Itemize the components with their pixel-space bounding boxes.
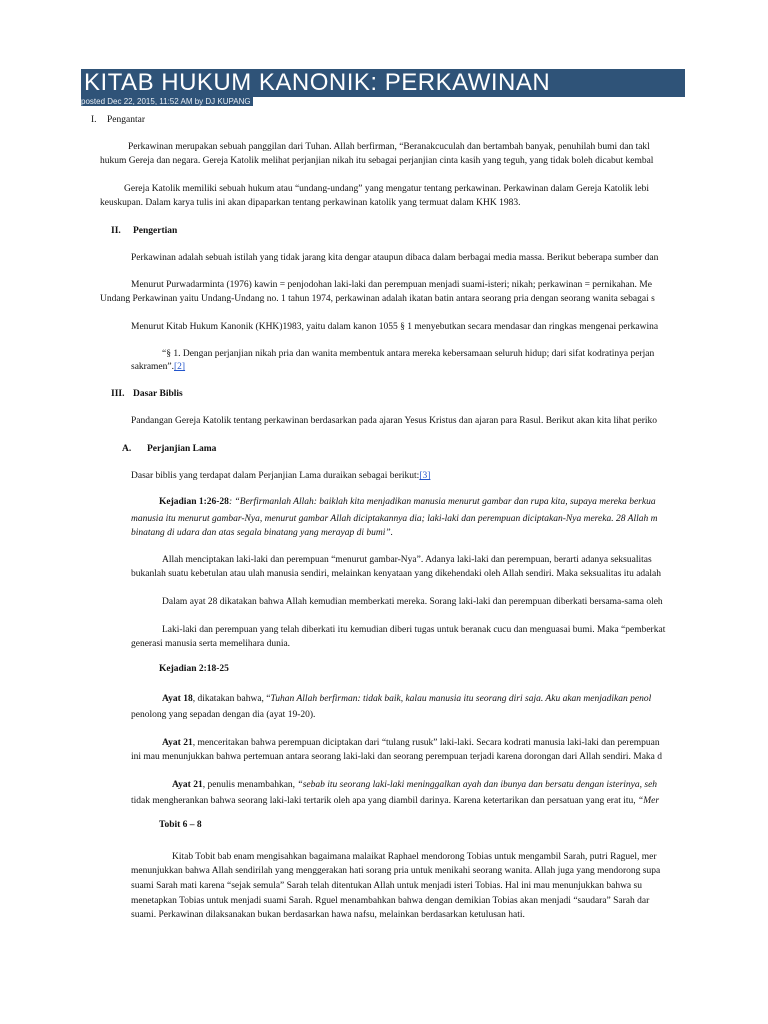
paragraph-line: generasi manusia serta memelihara dunia.	[131, 639, 291, 649]
subsection-a-number: A.	[122, 444, 132, 454]
paragraph-line: Menurut Kitab Hukum Kanonik (KHK)1983, yaitu dalam kanon 1055 § 1 menyebutkan secara mendasar dan ringkas mengenai perkawina	[131, 322, 659, 332]
subsection-a-heading: Perjanjian Lama	[147, 444, 217, 454]
paragraph-line: penolong yang sepadan dengan dia (ayat 19-20).	[131, 710, 316, 720]
section-2-heading: Pengertian	[133, 226, 178, 236]
paragraph-line: menunjukkan bahwa Allah sendirilah yang menggerakan hati sorang pria untuk menikahi seorang wanita. Allah juga yang mendorong supa	[131, 866, 661, 876]
section-3-heading: Dasar Biblis	[133, 389, 183, 399]
paragraph-line: Menurut Purwadarminta (1976) kawin = penjodohan laki-laki dan perempuan menjadi suami-isteri; nikah; perkawinan = pernikahan. Me	[131, 280, 652, 290]
verse-reference: Kejadian 2:18-25	[159, 664, 229, 674]
post-meta: posted Dec 22, 2015, 11:52 AM by DJ KUPANG	[81, 97, 251, 106]
paragraph-line: keuskupan. Dalam karya tulis ini akan dipaparkan tentang perkawinan katolik yang termuat dalam KHK 1983.	[100, 198, 521, 208]
footnote-link[interactable]: [3]	[419, 471, 431, 481]
paragraph-line: Laki-laki dan perempuan yang telah diberkati itu kemudian diberi tugas untuk beranak cucu dan menguasai bumi. Maka “pemberkat	[162, 625, 666, 635]
paragraph-line: Ayat 21, penulis menambahkan, “sebab itu seorang laki-laki meninggalkan ayah dan ibunya dan bersatu dengan isterinya, seh	[172, 780, 658, 790]
paragraph-line: Perkawinan adalah sebuah istilah yang tidak jarang kita dengar ataupun dibaca dalam berbagai media massa. Berikut beberapa sumber dan	[131, 253, 659, 263]
section-1-heading: Pengantar	[107, 115, 145, 125]
paragraph-line: Ayat 18, dikatakan bahwa, “Tuhan Allah berfirman: tidak baik, kalau manusia itu seorang diri saja. Aku akan menjadikan penol	[162, 694, 652, 704]
paragraph-line: menetapkan Tobias untuk menjadi suami Sarah. Rguel menambahkan bahwa dengan demikian Tobias akan menjadi “saudara” Sarah dar	[131, 896, 650, 906]
verse-line: manusia itu menurut gambar-Nya, menurut gambar Allah diciptakannya dia; laki-laki dan perempuan diciptakan-Nya mereka. 28 Allah m	[131, 514, 658, 524]
paragraph-line: suami. Perkawinan dilaksanakan bukan berdasarkan hawa nafsu, melainkan berdasarkan ketulusan hati.	[131, 910, 525, 920]
paragraph-line: suami Sarah mati karena “sejak semula” Sarah telah ditentukan Allah untuk menjadi isteri Tobias. Hal ini mau menunjukkan bahwa su	[131, 881, 642, 891]
verse-reference: Kejadian 1:26-28	[159, 497, 229, 507]
title-bar	[81, 69, 685, 97]
quote-line: “§ 1. Dengan perjanjian nikah pria dan wanita membentuk antara mereka kebersamaan seluruh hidup; dari sifat kodratinya perjan	[162, 349, 655, 359]
verse-reference: Tobit 6 – 8	[159, 820, 202, 830]
paragraph-line: Ayat 21, menceritakan bahwa perempuan diciptakan dari “tulang rusuk” laki-laki. Secara kodrati manusia laki-laki dan perempuan	[162, 738, 660, 748]
paragraph-line: Undang Perkawinan yaitu Undang-Undang no. 1 tahun 1974, perkawinan adalah ikatan batin antara seorang pria dengan seorang wanita sebagai s	[100, 294, 655, 304]
paragraph-line: Gereja Katolik memiliki sebuah hukum atau “undang-undang” yang mengatur tentang perkawinan. Perkawinan dalam Gereja Katolik lebi	[124, 184, 649, 194]
paragraph-line: Allah menciptakan laki-laki dan perempuan “menurut gambar-Nya”. Adanya laki-laki dan perempuan, berarti adanya seksualitas	[162, 555, 652, 565]
paragraph-line: Dalam ayat 28 dikatakan bahwa Allah kemudian memberkati mereka. Sorang laki-laki dan perempuan diberkati bersama-sama oleh	[162, 597, 663, 607]
paragraph-line: ini mau menunjukkan bahwa pertemuan antara seorang laki-laki dan seorang perempuan terjadi karena dorongan dari Allah sendiri. Maka d	[131, 752, 663, 762]
section-3-number: III.	[111, 389, 125, 399]
paragraph-line: Pandangan Gereja Katolik tentang perkawinan berdasarkan pada ajaran Yesus Kristus dan ajaran para Rasul. Berikut akan kita lihat periko	[131, 416, 658, 426]
section-1-number: I.	[91, 115, 97, 125]
paragraph-line: tidak mengherankan bahwa seorang laki-laki tertarik oleh apa yang diambil darinya. Karena ketertarikan dan persatuan yang erat itu, “Mer	[131, 796, 660, 806]
page-title: KITAB HUKUM KANONIK: PERKAWINAN	[84, 69, 551, 96]
paragraph-line: Kitab Tobit bab enam mengisahkan bagaimana malaikat Raphael mendorong Tobias untuk mengambil Sarah, putri Raguel, mer	[172, 852, 657, 862]
verse-line: Kejadian 1:26-28: “Berfirmanlah Allah: baiklah kita menjadikan manusia menurut gambar dan rupa kita, supaya mereka berkua	[159, 497, 656, 507]
paragraph-line: bukanlah suatu kebetulan atau ulah manusia sendiri, melainkan kenyataan yang dikehendaki oleh Allah sendiri. Maka seksualitas itu adalah	[131, 569, 661, 579]
section-2-number: II.	[111, 226, 121, 236]
paragraph-line: Perkawinan merupakan sebuah panggilan dari Tuhan. Allah berfirman, “Beranakcuculah dan bertambah banyak, penuhilah bumi dan takl	[128, 142, 650, 152]
footnote-link[interactable]: [2]	[174, 362, 186, 372]
paragraph-line: Dasar biblis yang terdapat dalam Perjanjian Lama duraikan sebagai berikut:[3]	[131, 471, 431, 481]
paragraph-line: hukum Gereja dan negara. Gereja Katolik melihat perjanjian nikah itu sebagai perjanjian cinta kasih yang teguh, yang tidak boleh dicabut kembal	[100, 156, 654, 166]
verse-line: binatang di udara dan atas segala binatang yang merayap di bumi”.	[131, 528, 394, 538]
quote-line-end: sakramen”.[2]	[131, 362, 186, 372]
